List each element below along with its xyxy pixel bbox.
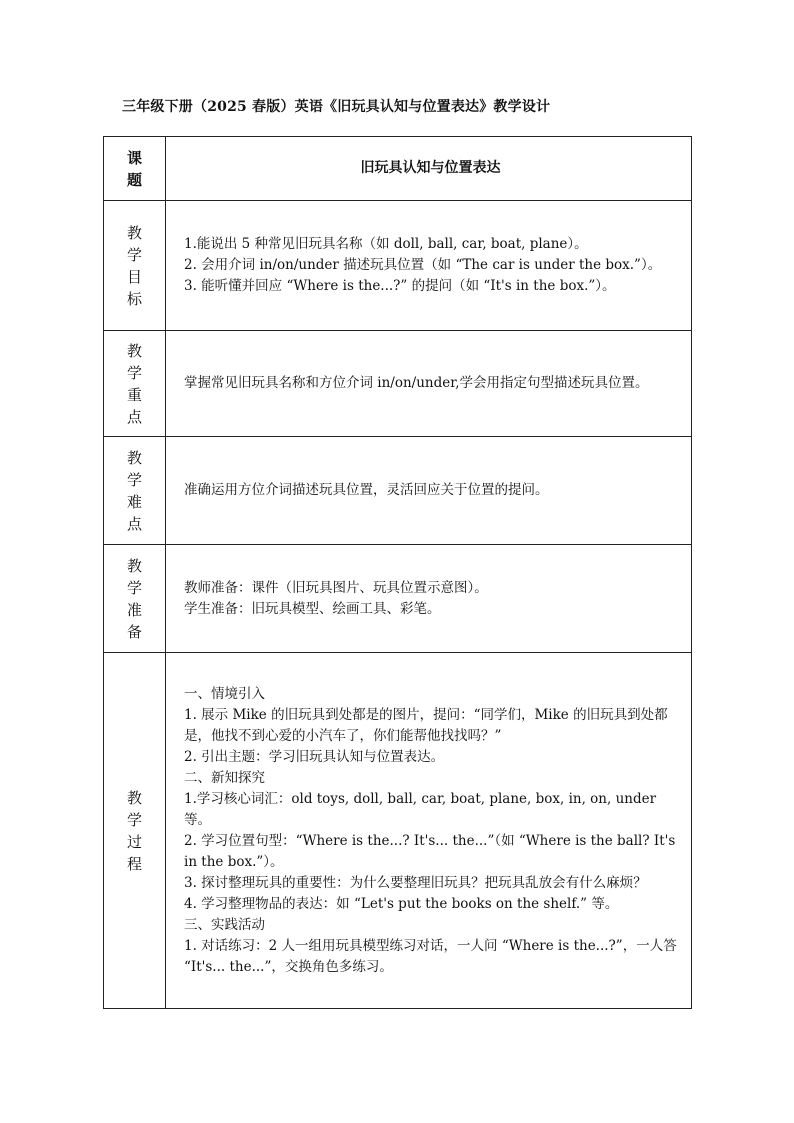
row-label-difficulties — [104, 437, 166, 545]
key-points-content — [166, 331, 692, 437]
row-label-topic — [104, 137, 166, 201]
row-label-text: 教学过程 — [126, 788, 142, 873]
key-point-text: 掌握常见旧玩具名称和方位介词 in/on/under,学会用指定句型描述玩具位置。 — [184, 375, 649, 391]
table-row-topic — [104, 137, 692, 201]
row-label-text: 教学准备 — [126, 556, 142, 641]
topic-content — [166, 137, 692, 201]
process-step: 1.学习核心词汇：old toys, doll, ball, car, boat, plane, box, in, on, under 等。 — [184, 790, 657, 828]
process-content — [166, 653, 692, 1009]
row-label-text: 教学重点 — [126, 341, 142, 426]
goal-item: 2. 会用介词 in/on/under 描述玩具位置（如 “The car is under the box.”）。 — [184, 257, 662, 273]
table-row-difficulties — [104, 437, 692, 545]
difficulties-content — [166, 437, 692, 545]
process-section-heading: 一、情境引入 — [184, 685, 265, 702]
table-row-goals — [104, 201, 692, 331]
goals-content — [166, 201, 692, 331]
process-step: 1. 展示 Mike 的旧玩具到处都是的图片，提问：“同学们，Mike 的旧玩具到处都是，他找不到心爱的小汽车了，你们能帮他找找吗？” — [184, 706, 668, 744]
goal-item: 1.能说出 5 种常见旧玩具名称（如 doll, ball, car, boat, plane）。 — [184, 236, 588, 252]
process-step: 1. 对话练习：2 人一组用玩具模型练习对话，一人问 “Where is the...?”，一人答 “It's... the...”，交换角色多练习。 — [184, 937, 677, 975]
row-label-text: 教学目标 — [126, 223, 142, 308]
preparation-item: 学生准备：旧玩具模型、绘画工具、彩笔。 — [184, 600, 441, 617]
process-step: 4. 学习整理物品的表达：如 “Let's put the books on the shelf.” 等。 — [184, 895, 619, 912]
lesson-plan-table — [103, 136, 692, 1009]
process-section-heading: 三、实践活动 — [184, 916, 265, 933]
row-label-text: 教学难点 — [126, 448, 142, 533]
document-title: 三年级下册（2025 春版）英语《旧玩具认知与位置表达》教学设计 — [122, 99, 551, 115]
preparation-item: 教师准备：课件（旧玩具图片、玩具位置示意图）。 — [184, 579, 488, 596]
preparation-content — [166, 545, 692, 653]
topic-text: 旧玩具认知与位置表达 — [360, 160, 501, 176]
row-label-text: 课题 — [126, 148, 142, 189]
table-row-preparation — [104, 545, 692, 653]
row-label-goals — [104, 201, 166, 331]
row-label-preparation — [104, 545, 166, 653]
goal-item: 3. 能听懂并回应 “Where is the...?” 的提问（如 “It's in the box.”）。 — [184, 278, 616, 294]
row-label-process — [104, 653, 166, 1009]
process-step: 3. 探讨整理玩具的重要性：为什么要整理旧玩具？把玩具乱放会有什么麻烦？ — [184, 874, 647, 891]
process-step: 2. 学习位置句型：“Where is the...? It's... the...”（如 “Where is the ball? It's in the box.”）。 — [184, 832, 676, 870]
table-row-process — [104, 653, 692, 1009]
process-section-heading: 二、新知探究 — [184, 769, 265, 786]
table-row-key-points — [104, 331, 692, 437]
row-label-key-points — [104, 331, 166, 437]
process-step: 2. 引出主题：学习旧玩具认知与位置表达。 — [184, 748, 445, 765]
difficulty-text: 准确运用方位介词描述玩具位置，灵活回应关于位置的提问。 — [184, 482, 549, 498]
